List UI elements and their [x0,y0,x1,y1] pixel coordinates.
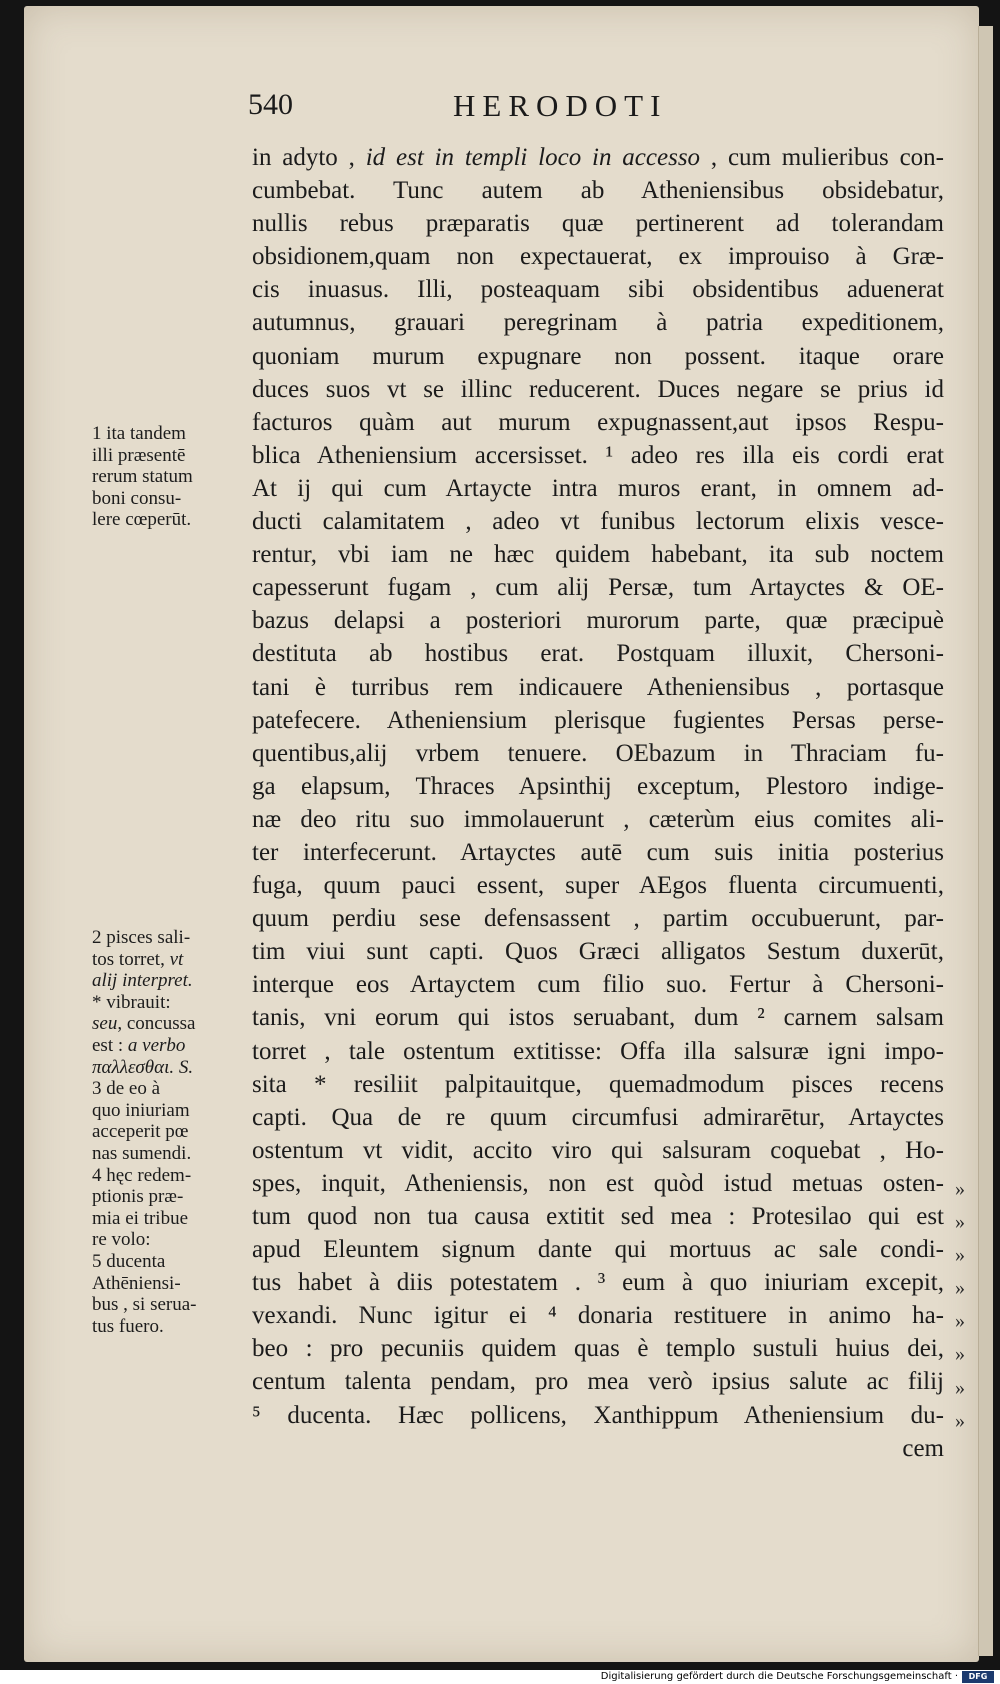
text-line [252,637,944,670]
text-line [252,737,944,770]
text-line [252,174,944,207]
text-line [252,1233,944,1266]
margin-note-line [92,1057,196,1079]
text-segment: quentibus,alij vrbem tenuere. OEbazum in Thraciam fu- [252,739,944,767]
text-line [252,538,944,571]
text-segment: capesserunt fugam , cum alij Persæ, tum Artayctes & OE- [252,574,944,602]
text-segment: , concussa [117,1013,196,1035]
text-segment: duces suos vt se illinc reducerent. Duces negare se prius id [252,375,944,403]
text-segment: sita * resiliit palpitauitque, quemadmodum pisces recens [252,1070,944,1098]
text-line [252,902,944,935]
text-line [252,571,944,604]
text-line [252,770,944,803]
text-segment: obsidionem,quam non expectauerat, ex improuiso à Græ- [252,243,944,271]
margin-note-line [92,1316,196,1338]
funding-credit: Digitalisierung gefördert durch die Deutsche Forschungsgemeinschaft · [600,1671,958,1682]
text-segment: cis inuasus. Illi, posteaquam sibi obsidentibus aduenerat [252,276,944,304]
text-line [252,1432,944,1465]
quote-marker: » [955,1178,965,1200]
text-line [252,340,944,373]
text-line [252,968,944,1001]
quote-marker: » [955,1376,965,1399]
text-segment: Athēniensi- [92,1272,181,1294]
italic-text: seu [92,1013,118,1035]
text-segment: bus , si serua- [92,1294,197,1316]
text-segment: tani è turribus rem indicauere Atheniensibus , portasque [252,673,944,701]
text-segment: est : [92,1034,128,1056]
text-segment: tanis, vni eorum qui istos seruabant, dum ² carnem salsam [252,1004,944,1032]
text-segment: vexandi. Nunc igitur ei ⁴ donaria restituere in animo ha- [252,1302,944,1330]
text-line [252,306,944,339]
margin-note-line [92,1186,196,1208]
margin-note-line [92,1273,196,1295]
margin-note-line [92,1165,196,1187]
text-segment: ⁵ ducenta. Hæc pollicens, Xanthippum Atheniensium du- [252,1401,944,1429]
quotation-markers [955,1173,985,1438]
margin-note-line [92,970,196,992]
quote-marker: » [955,1343,965,1366]
text-line [252,141,944,174]
margin-note-line [92,466,193,488]
text-line [252,505,944,538]
quote-marker: » [955,1277,965,1300]
margin-note-line [92,1229,196,1251]
quote-marker: » [955,1310,965,1333]
text-segment: boni consu- [92,487,182,509]
margin-note-line [92,509,193,531]
text-segment: At ij qui cum Artaycte intra muros erant, in omnem ad- [252,474,944,502]
text-segment: beo : pro pecuniis quidem quas è templo sustuli huius dei, [252,1335,944,1363]
text-segment: illi præsentē [92,444,186,466]
margin-note-line [92,992,196,1014]
margin-note-line [92,1251,196,1273]
text-line [252,1332,944,1365]
text-segment: næ deo ritu suo immolauerunt , cæterùm eius comites ali- [252,805,944,833]
text-segment: apud Eleuntem signum dante qui mortuus ac sale condi- [252,1236,944,1264]
text-line [252,704,944,737]
text-segment: facturos quàm aut murum expugnassent,aut ipsos Respu- [252,408,944,436]
text-line [252,671,944,704]
margin-note-line [92,445,193,467]
margin-note-line [92,1100,196,1122]
page-header [248,88,948,128]
text-segment: quo iniuriam [92,1099,190,1121]
text-segment: * vibrauit: [92,991,171,1013]
text-segment: spes, inquit, Atheniensis, non est quòd istud metuas osten- [252,1169,944,1197]
italic-text: alij interpret. [92,970,193,992]
text-segment: lere cœperūt. [92,509,192,531]
text-segment: rerum statum [92,466,193,488]
margin-note-line [92,949,196,971]
dfg-logo: DFG [962,1671,994,1683]
text-segment: rentur, vbi iam ne hæc quidem habebant, ita sub noctem [252,541,944,569]
text-segment: capti. Qua de re quum circumfusi admirarētur, Artayctes [252,1103,944,1131]
text-segment: acceperit pœ [92,1121,189,1143]
text-segment: 5 ducenta [92,1250,166,1272]
text-segment: interque eos Artayctem cum filio suo. Fertur à Chersoni- [252,971,944,999]
margin-note-line [92,1078,196,1100]
text-segment: quum perdiu sese defensassent , partim occubuerunt, par- [252,905,944,933]
margin-note-group-1 [92,423,193,531]
text-segment: in adyto , [252,144,366,171]
text-line [252,240,944,273]
margin-note-line [92,927,196,949]
text-segment: 4 hęc redem- [92,1164,192,1186]
italic-text: παλλεσθαι. S. [92,1056,194,1078]
text-line [252,472,944,505]
footer-bar [0,1670,1000,1684]
text-line [252,207,944,240]
text-line [252,1365,944,1398]
text-segment: nas sumendi. [92,1142,192,1164]
quote-marker: » [955,1211,965,1234]
text-segment: tum quod non tua causa extitit sed mea : Protesilao qui est [252,1203,944,1230]
text-line [252,1167,944,1200]
text-segment: mia ei tribue [92,1207,189,1229]
margin-note-group-2 [92,927,196,1337]
italic-text: a verbo [127,1034,186,1056]
text-segment: ptionis præ- [92,1186,184,1208]
text-segment: ostentum vt vidit, accito viro qui salsuram coquebat , Ho- [252,1136,944,1164]
text-segment: quoniam murum expugnare non possent. itaque orare [252,342,944,370]
text-line [252,1399,944,1432]
quote-marker: » [955,1244,965,1267]
text-segment: tus habet à diis potestatem . ³ eum à quo iniuriam excepit, [252,1269,944,1297]
text-segment: centum talenta pendam, pro mea verò ipsius salute ac filij [252,1368,944,1396]
margin-note-line [92,1208,196,1230]
running-head: HERODOTI [453,88,668,123]
text-line [252,836,944,869]
text-line [252,1068,944,1101]
text-segment: bazus delapsi a posteriori murorum parte, quæ præcipuè [252,607,944,635]
text-segment: tos torret, [92,948,170,970]
italic-text: vt [169,948,184,970]
margin-note-line [92,1035,196,1057]
margin-note-line [92,1121,196,1143]
text-segment: destituta ab hostibus erat. Postquam illuxit, Chersoni- [252,640,944,668]
text-segment: 1 ita tandem [92,423,186,444]
quote-marker: » [955,1409,965,1432]
text-segment: cem [902,1434,944,1462]
text-segment: torret , tale ostentum extitisse: Offa illa salsuræ igni impo- [252,1037,944,1065]
text-line [252,1134,944,1167]
text-segment: re volo: [92,1229,151,1251]
main-text-block [252,141,944,1465]
margin-note-line [92,1143,196,1165]
margin-note-line [92,488,193,510]
text-segment: autumnus, grauari peregrinam à patria expeditionem, [252,309,944,337]
text-segment: 2 pisces sali- [92,927,191,948]
margin-note-line [92,1013,196,1035]
page-number: 540 [248,88,293,121]
text-line [252,1266,944,1299]
text-segment: tim viui sunt capti. Quos Græci alligatos Sestum duxerūt, [252,938,944,966]
text-line [252,1299,944,1332]
text-line [252,406,944,439]
margin-note-line [92,423,193,445]
margin-note-line [92,1294,196,1316]
text-segment: blica Atheniensium accersisset. ¹ adeo res illa eis cordi erat [252,441,944,469]
text-segment: nullis rebus præparatis quæ pertinerent ad tolerandam [252,210,944,238]
text-segment: ter interfecerunt. Artayctes autē cum suis initia posterius [252,838,944,866]
text-line [252,1035,944,1068]
text-line [252,273,944,306]
text-segment: ducti calamitatem , adeo vt funibus lectorum elixis vesce- [252,508,944,536]
text-segment: 3 de eo à [92,1078,161,1100]
text-segment: fuga, quum pauci essent, super AEgos fluenta circumuenti, [252,872,944,900]
text-line [252,1200,944,1233]
text-line [252,869,944,902]
italic-text: id est in templi loco in accesso [365,144,701,171]
text-segment: patefecere. Atheniensium plerisque fugientes Persas perse- [252,706,944,734]
text-segment: ga elapsum, Thraces Apsinthij exceptum, Plestoro indige- [252,772,944,800]
text-segment: tus fuero. [92,1315,164,1337]
text-line [252,439,944,472]
text-line [252,604,944,637]
text-line [252,935,944,968]
text-line [252,373,944,406]
text-line [252,803,944,836]
text-segment: cumbebat. Tunc autem ab Atheniensibus obsidebatur, [252,177,944,205]
text-line [252,1001,944,1034]
text-segment: , cum mulieribus con- [700,144,944,171]
text-line [252,1101,944,1134]
